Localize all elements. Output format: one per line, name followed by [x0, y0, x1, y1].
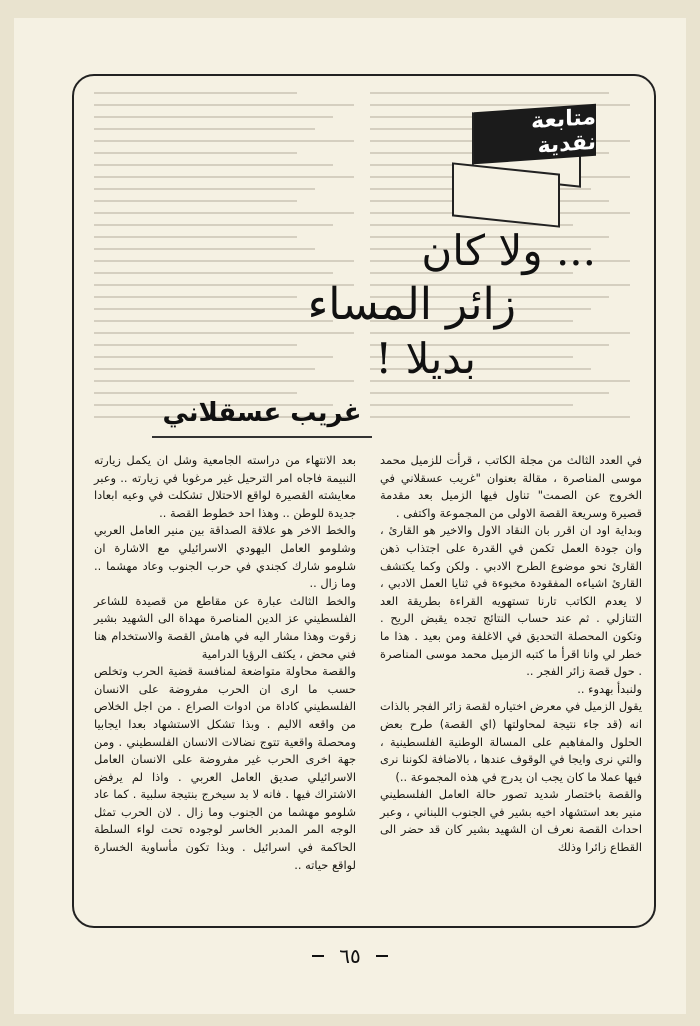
author-underline [152, 436, 372, 438]
article-frame [72, 74, 656, 928]
paragraph: بعد الانتهاء من دراسته الجامعية وشل ان يكمل زيارته النبيمة فاجاه امر الترحيل غير مرغوبا في زيارته .. وعبر معايشته القصيرة لواقع الاحتلال تشكلت في وعيه ابعادا جديدة للوطن .. وهذا احد خطوط القصة .. [94, 453, 356, 520]
article-column-right [380, 452, 642, 857]
paragraph: وبداية اود ان اقرر بان النقاد الاول والاخير هو القارئ ، وان جودة العمل تكمن في القدرة على اجتذاب ذهن القارئ نحو موضوع الطرح الادبي . ولكن وكما يكتشف القارئ اشياءه المفقودة مخبوءة في ثنايا العمل الادبي ، لا يعدم الكاتب تارنا تستهويه القراءة بطريقة العد التنازلي . ثم عند حساب النتائج تجده يقبض الريح . وتكون المحصلة التحديق في الاغلفة ومن بعيد . هذا ما خطر لي وانا اقرأ ما كتبه الزميل محمد موسى المناصرة . حول قصة زائر الفجر .. [380, 523, 642, 679]
page-number-dash-right [376, 955, 388, 957]
article-column-left [94, 452, 356, 874]
article-title [266, 226, 626, 383]
paragraph: ولنبدأ بهدوء .. [577, 681, 642, 696]
author-name: غريب عسقلاني [162, 398, 362, 428]
page-number: ٦٥ [339, 944, 361, 968]
section-label: متابعة نقدية [474, 104, 596, 165]
paragraph: في العدد الثالث من مجلة الكاتب ، قرأت للزميل محمد موسى المناصرة ، مقالة بعنوان "غريب عسقلاني في الخروج عن الصمت" تناول فيها الزميل بعد مقدمة قصيرة وسريعة القصة الاولى من المجموعة واكتفى . [380, 453, 642, 520]
title-line-2: زائر المساء [307, 279, 516, 330]
paragraph: والقصة باختصار شديد تصور حالة العامل الفلسطيني منير بعد استشهاد اخيه بشير في الجنوب اللبناني ، وعبر احداث القصة نعرف ان الشهيد بشير كان قد حضر الى القطاع زائرا وذلك [380, 787, 642, 855]
paragraph: والقصة محاولة متواضعة لمنافسة قضية الحرب وتخلص حسب ما ارى ان الحرب مفروضة على الانسان الفلسطيني كاداة من ادوات الصراع . من اجل الخلاص من واقعه الاليم . وبذا تشكل الاستشهاد بعدا ايجابيا ومحصلة واقعية تتوج نضالات الانسان الفلسطيني . ومن جهة اخرى الحرب غير مفروضة على الانسان العامل الاسرائيلي صديق العامل العربي . واذا لم يرفض الاشتراك فيها . فانه لا بد سيخرج بنتيجة سلبية . كما عاد شلومو مهشما من الجنوب وما زال . لان الحرب تمثل الوجه المر المدبر الخاسر لوجوده تحت لواء السلطة الحاكمة في اسرائيل . وبذا تكون مأساوية الخسارة لواقع حياته .. [94, 664, 356, 872]
paragraph: والخط الثالث عبارة عن مقاطع من قصيدة للشاعر الفلسطيني عز الدين المناصرة مهداة الى الشهيد بشير زقوت وهذا مشار اليه في هامش القصة والاستخدام هنا فني محض ، يكثف الرؤيا الدرامية [94, 593, 356, 661]
paragraph: يقول الزميل في معرض اختياره لقصة زائر الفجر بالذات انه (قد جاء نتيجة لمحاولتها (اي القصة) طرح بعض الحلول والمفاهيم على المسالة الوطنية الفلسطينية ، والتي نرى وايجا في الوقوف عندها ، بالاضافة لكوننا نرى فيها عملا ما كان يجب ان يدرج في هذه المجموعة ..) [380, 699, 642, 784]
paragraph: والخط الاخر هو علاقة الصداقة بين منير العامل العربي وشلومو العامل اليهودي الاسرائيلي مع الاشارة ان شلومو شارك كجندي في حرب الجنوب وعاد مهشما .. وما زال .. [94, 523, 356, 591]
title-line-1: ... ولا كان [421, 226, 596, 275]
title-line-3: بديلا ! [375, 334, 476, 383]
section-label-box-back-2 [452, 162, 560, 227]
